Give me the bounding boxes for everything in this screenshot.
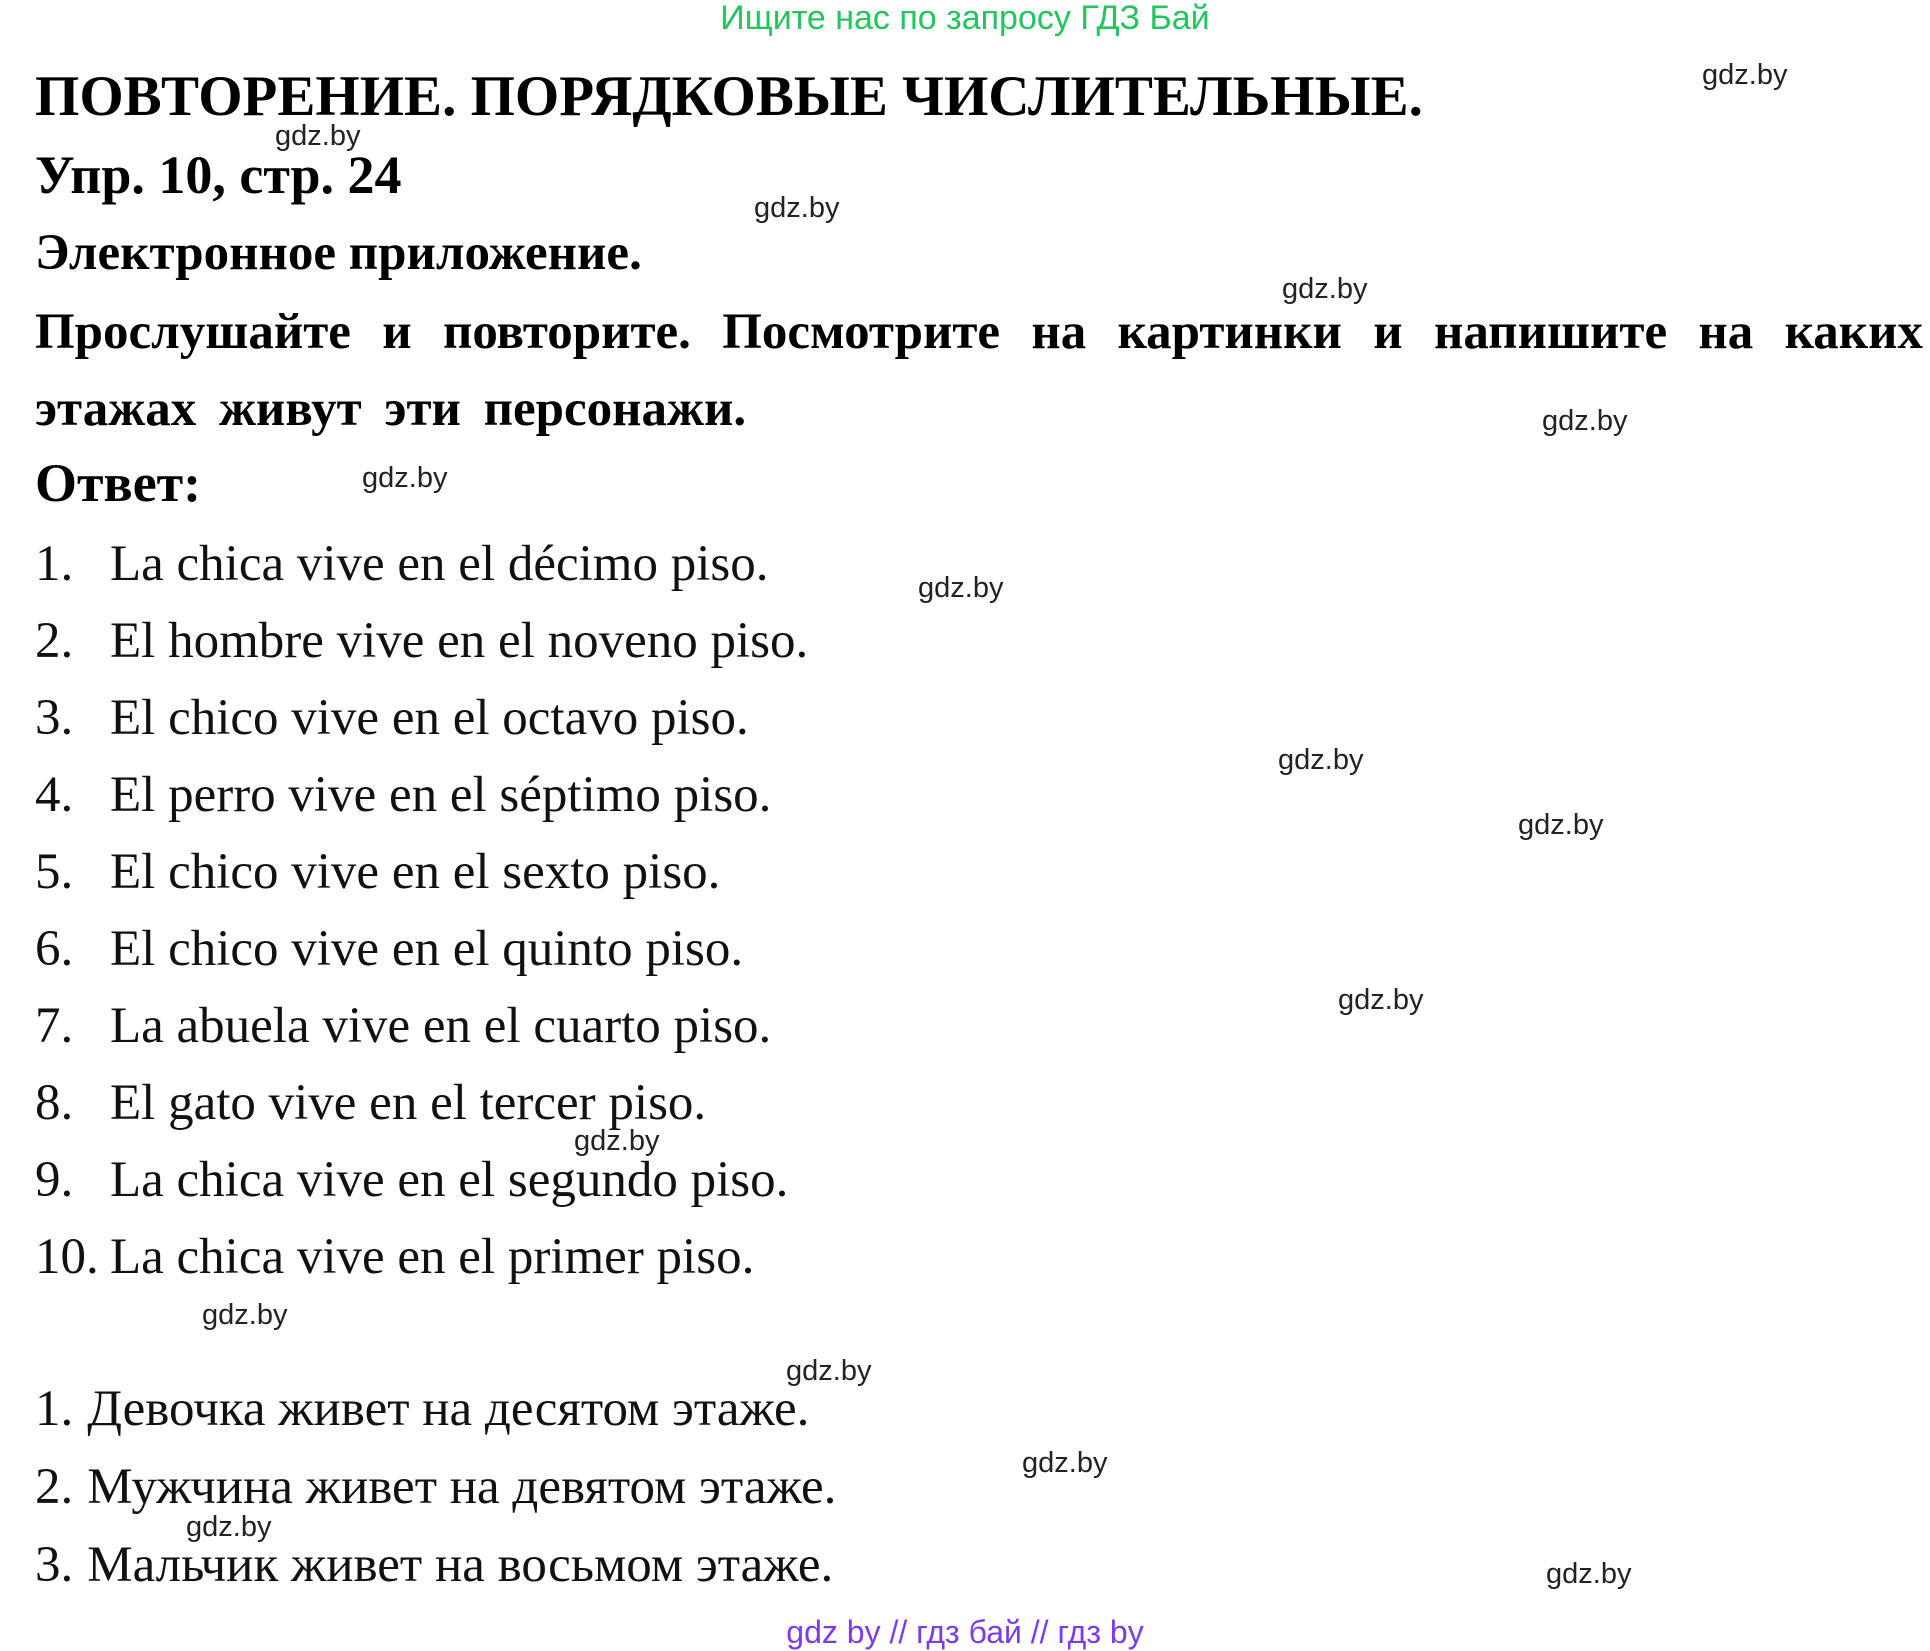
item-text: El hombre vive en el noveno piso. <box>110 613 809 669</box>
top-banner: Ищите нас по запросу ГДЗ Бай <box>720 0 1210 37</box>
watermark: gdz.by <box>574 1125 660 1157</box>
list-item <box>35 991 808 1068</box>
item-number: 2. <box>35 1459 74 1515</box>
item-number: 4. <box>35 767 74 823</box>
item-number: 6. <box>35 921 74 977</box>
watermark: gdz.by <box>786 1355 872 1387</box>
item-number: 1. <box>35 536 74 592</box>
item-number: 10. <box>35 1229 99 1285</box>
watermark: gdz.by <box>1518 809 1604 841</box>
list-item <box>35 683 808 760</box>
list-item <box>35 529 808 606</box>
item-text: Девочка живет на десятом этаже. <box>87 1381 810 1437</box>
item-text: La chica vive en el décimo piso. <box>110 536 769 592</box>
answer-label: Ответ: <box>35 453 202 513</box>
item-text: El chico vive en el octavo piso. <box>110 690 749 746</box>
item-text: La abuela vive en el cuarto piso. <box>110 998 772 1054</box>
list-item <box>35 1145 808 1222</box>
watermark: gdz.by <box>1546 1558 1632 1590</box>
watermark: gdz.by <box>1278 744 1364 776</box>
watermark: gdz.by <box>1542 405 1628 437</box>
item-text: Мужчина живет на девятом этаже. <box>87 1459 837 1515</box>
list-item <box>35 606 808 683</box>
watermark: gdz.by <box>1702 59 1788 91</box>
list-item <box>35 1068 808 1145</box>
list-item <box>35 837 808 914</box>
watermark: gdz.by <box>754 192 840 224</box>
watermark: gdz.by <box>1282 273 1368 305</box>
item-text: La chica vive en el segundo piso. <box>110 1152 789 1208</box>
item-text: La chica vive en el primer piso. <box>110 1229 755 1285</box>
item-number: 2. <box>35 613 74 669</box>
item-number: 8. <box>35 1075 74 1131</box>
page-title: ПОВТОРЕНИЕ. ПОРЯДКОВЫЕ ЧИСЛИТЕЛЬНЫЕ. <box>35 65 1423 128</box>
item-number: 5. <box>35 844 74 900</box>
watermark: gdz.by <box>362 462 448 494</box>
item-text: Мальчик живет на восьмом этаже. <box>87 1537 834 1593</box>
item-text: El perro vive en el séptimo piso. <box>110 767 772 823</box>
watermark: gdz.by <box>275 120 361 152</box>
watermark: gdz.by <box>202 1299 288 1331</box>
spanish-answer-list <box>35 529 808 1299</box>
list-item <box>35 1222 808 1299</box>
list-item <box>35 1452 836 1530</box>
list-item <box>35 1374 836 1452</box>
item-number: 1. <box>35 1381 74 1437</box>
watermark: gdz.by <box>918 572 1004 604</box>
item-text: El chico vive en el sexto piso. <box>110 844 721 900</box>
list-item <box>35 914 808 991</box>
item-number: 3. <box>35 1537 74 1593</box>
exercise-reference: Упр. 10, стр. 24 <box>35 145 402 205</box>
list-item <box>35 760 808 837</box>
item-number: 9. <box>35 1152 74 1208</box>
watermark: gdz.by <box>1338 984 1424 1016</box>
watermark: gdz.by <box>1022 1447 1108 1479</box>
item-number: 3. <box>35 690 74 746</box>
russian-answer-list <box>35 1374 836 1608</box>
item-number: 7. <box>35 998 74 1054</box>
list-item <box>35 1530 836 1608</box>
exercise-instruction: Прослушайте и повторите. Посмотрите на картинки и напишите на каких этажах живут эти персонажи. <box>35 304 1923 437</box>
item-text: El chico vive en el quinto piso. <box>110 921 744 977</box>
electronic-app-label: Электронное приложение. <box>35 225 642 281</box>
bottom-banner: gdz by // гдз бай // гдз by <box>786 1614 1144 1650</box>
item-text: El gato vive en el tercer piso. <box>110 1075 707 1131</box>
watermark: gdz.by <box>186 1511 272 1543</box>
